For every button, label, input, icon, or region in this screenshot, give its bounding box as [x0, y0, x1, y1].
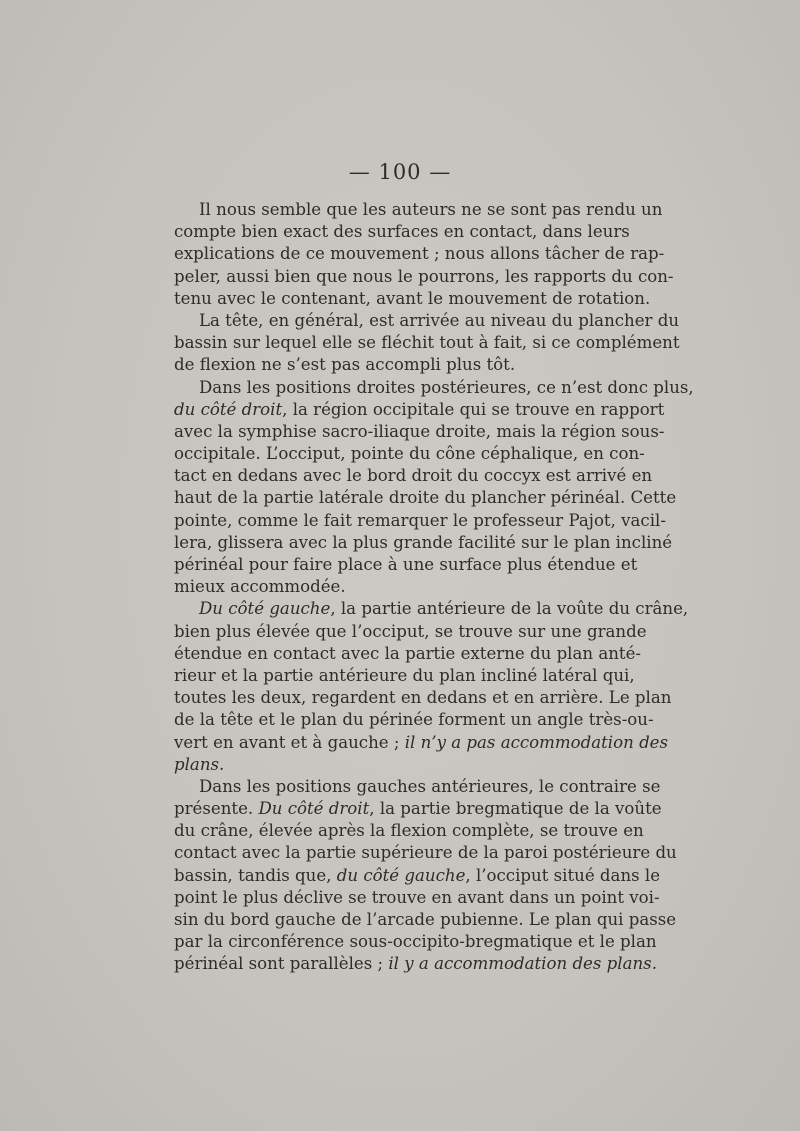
text-run: périnéal pour faire place à une surface plus étendue et: [174, 555, 638, 574]
text-line: [174, 909, 677, 931]
italic-text: du côté gauche: [336, 865, 466, 885]
text-line: [174, 554, 638, 576]
text-run: avec la symphise sacro-iliaque droite, mais la région sous-: [174, 421, 665, 441]
text-run: par la circonférence sous-occipito-bregmatique et le plan: [174, 932, 657, 952]
italic-text: Du côté droit: [258, 799, 370, 819]
text-run: tenu avec le contenant, avant le mouvement de rotation.: [174, 288, 651, 308]
text-line: [174, 732, 669, 754]
text-run: Il nous semble que les auteurs ne se sont pas rendu un: [199, 200, 663, 219]
text-line: [174, 820, 644, 842]
text-run: point le plus déclive se trouve en avant dans un point voi-: [174, 887, 660, 907]
text-run: du crâne, élevée après la flexion complète, se trouve en: [174, 821, 644, 841]
text-run: La tête, en général, est arrivée au niveau du plancher du: [199, 310, 680, 330]
text-line: [174, 443, 645, 465]
text-run: explications de ce mouvement ; nous allons tâcher de rap-: [174, 244, 665, 264]
text-run: occipitale. L’occiput, pointe du cône céphalique, en con-: [174, 444, 645, 464]
text-run: peler, aussi bien que nous le pourrons, les rapports du con-: [174, 266, 674, 286]
italic-text: il n’y a pas accommodation des: [404, 732, 669, 752]
text-line: [174, 310, 680, 332]
text-line: [174, 266, 674, 288]
text-line: [174, 687, 672, 709]
text-run: pointe, comme le fait remarquer le professeur Pajot, vacil-: [174, 510, 666, 530]
text-line: [174, 842, 677, 864]
text-line: [174, 665, 635, 687]
text-run: bassin sur lequel elle se fléchit tout à fait, si ce complément: [174, 333, 680, 353]
text-line: [174, 709, 654, 731]
text-run: , la partie bregmatique de la voûte: [369, 799, 662, 819]
text-line: [174, 887, 660, 909]
text-run: bassin, tandis que,: [174, 865, 337, 885]
text-run: lera, glissera avec la plus grande facilité sur le plan incliné: [174, 532, 673, 552]
text-run: sin du bord gauche de l’arcade pubienne. Le plan qui passe: [174, 910, 677, 929]
text-run: présente.: [174, 799, 259, 819]
text-run: , la région occipitale qui se trouve en rapport: [282, 399, 665, 419]
italic-text: il y a accommodation des plans.: [388, 954, 657, 974]
text-run: de flexion ne s’est pas accompli plus tôt.: [174, 355, 516, 375]
text-line: [174, 465, 653, 487]
text-run: compte bien exact des surfaces en contact, dans leurs: [174, 222, 630, 242]
text-line: [174, 776, 661, 798]
text-run: tact en dedans avec le bord droit du coccyx est arrivé en: [174, 466, 653, 486]
text-run: toutes les deux, regardent en dedans et en arrière. Le plan: [174, 688, 672, 708]
page-number: — 100 —: [348, 160, 452, 184]
text-line: [174, 199, 663, 221]
text-line: [174, 576, 628, 598]
italic-text: plans.: [174, 754, 225, 774]
text-run: étendue en contact avec la partie externe du plan anté-: [174, 643, 642, 663]
text-line: [174, 421, 665, 443]
text-run: rieur et la partie antérieure du plan incliné latéral qui,: [174, 665, 635, 685]
text-line: [174, 931, 657, 953]
text-line: [174, 399, 665, 421]
text-line: [174, 332, 680, 354]
text-line: [174, 377, 694, 399]
text-line: [174, 221, 628, 243]
text-line: [174, 354, 628, 376]
text-line: [174, 288, 651, 310]
text-line: [174, 487, 677, 509]
body-text: [174, 199, 694, 976]
text-run: contact avec la partie supérieure de la paroi postérieure du: [174, 843, 677, 863]
text-line: [174, 621, 647, 643]
text-line: [174, 754, 628, 776]
italic-text: Du côté gauche: [199, 599, 331, 619]
text-line: [174, 865, 661, 887]
text-run: Dans les positions droites postérieures, ce n’est donc plus,: [199, 377, 694, 397]
text-line: [174, 953, 657, 975]
text-line: [174, 510, 666, 532]
italic-text: du côté droit: [174, 399, 283, 419]
text-line: [174, 243, 665, 265]
text-run: périnéal sont parallèles ;: [174, 954, 389, 974]
text-run: de la tête et le plan du périnée forment un angle très-ou-: [174, 710, 654, 730]
text-run: , la partie antérieure de la voûte du crâne,: [330, 599, 689, 619]
text-line: [174, 532, 673, 554]
text-run: mieux accommodée.: [174, 577, 346, 597]
text-run: bien plus élevée que l’occiput, se trouve sur une grande: [174, 621, 647, 641]
text-run: haut de la partie latérale droite du plancher périnéal. Cette: [174, 488, 677, 508]
text-line: [174, 598, 689, 620]
text-run: , l’occiput situé dans le: [465, 865, 661, 885]
text-run: vert en avant et à gauche ;: [174, 732, 405, 752]
text-line: [174, 798, 662, 820]
text-run: Dans les positions gauches antérieures, le contraire se: [199, 776, 661, 796]
text-line: [174, 643, 642, 665]
